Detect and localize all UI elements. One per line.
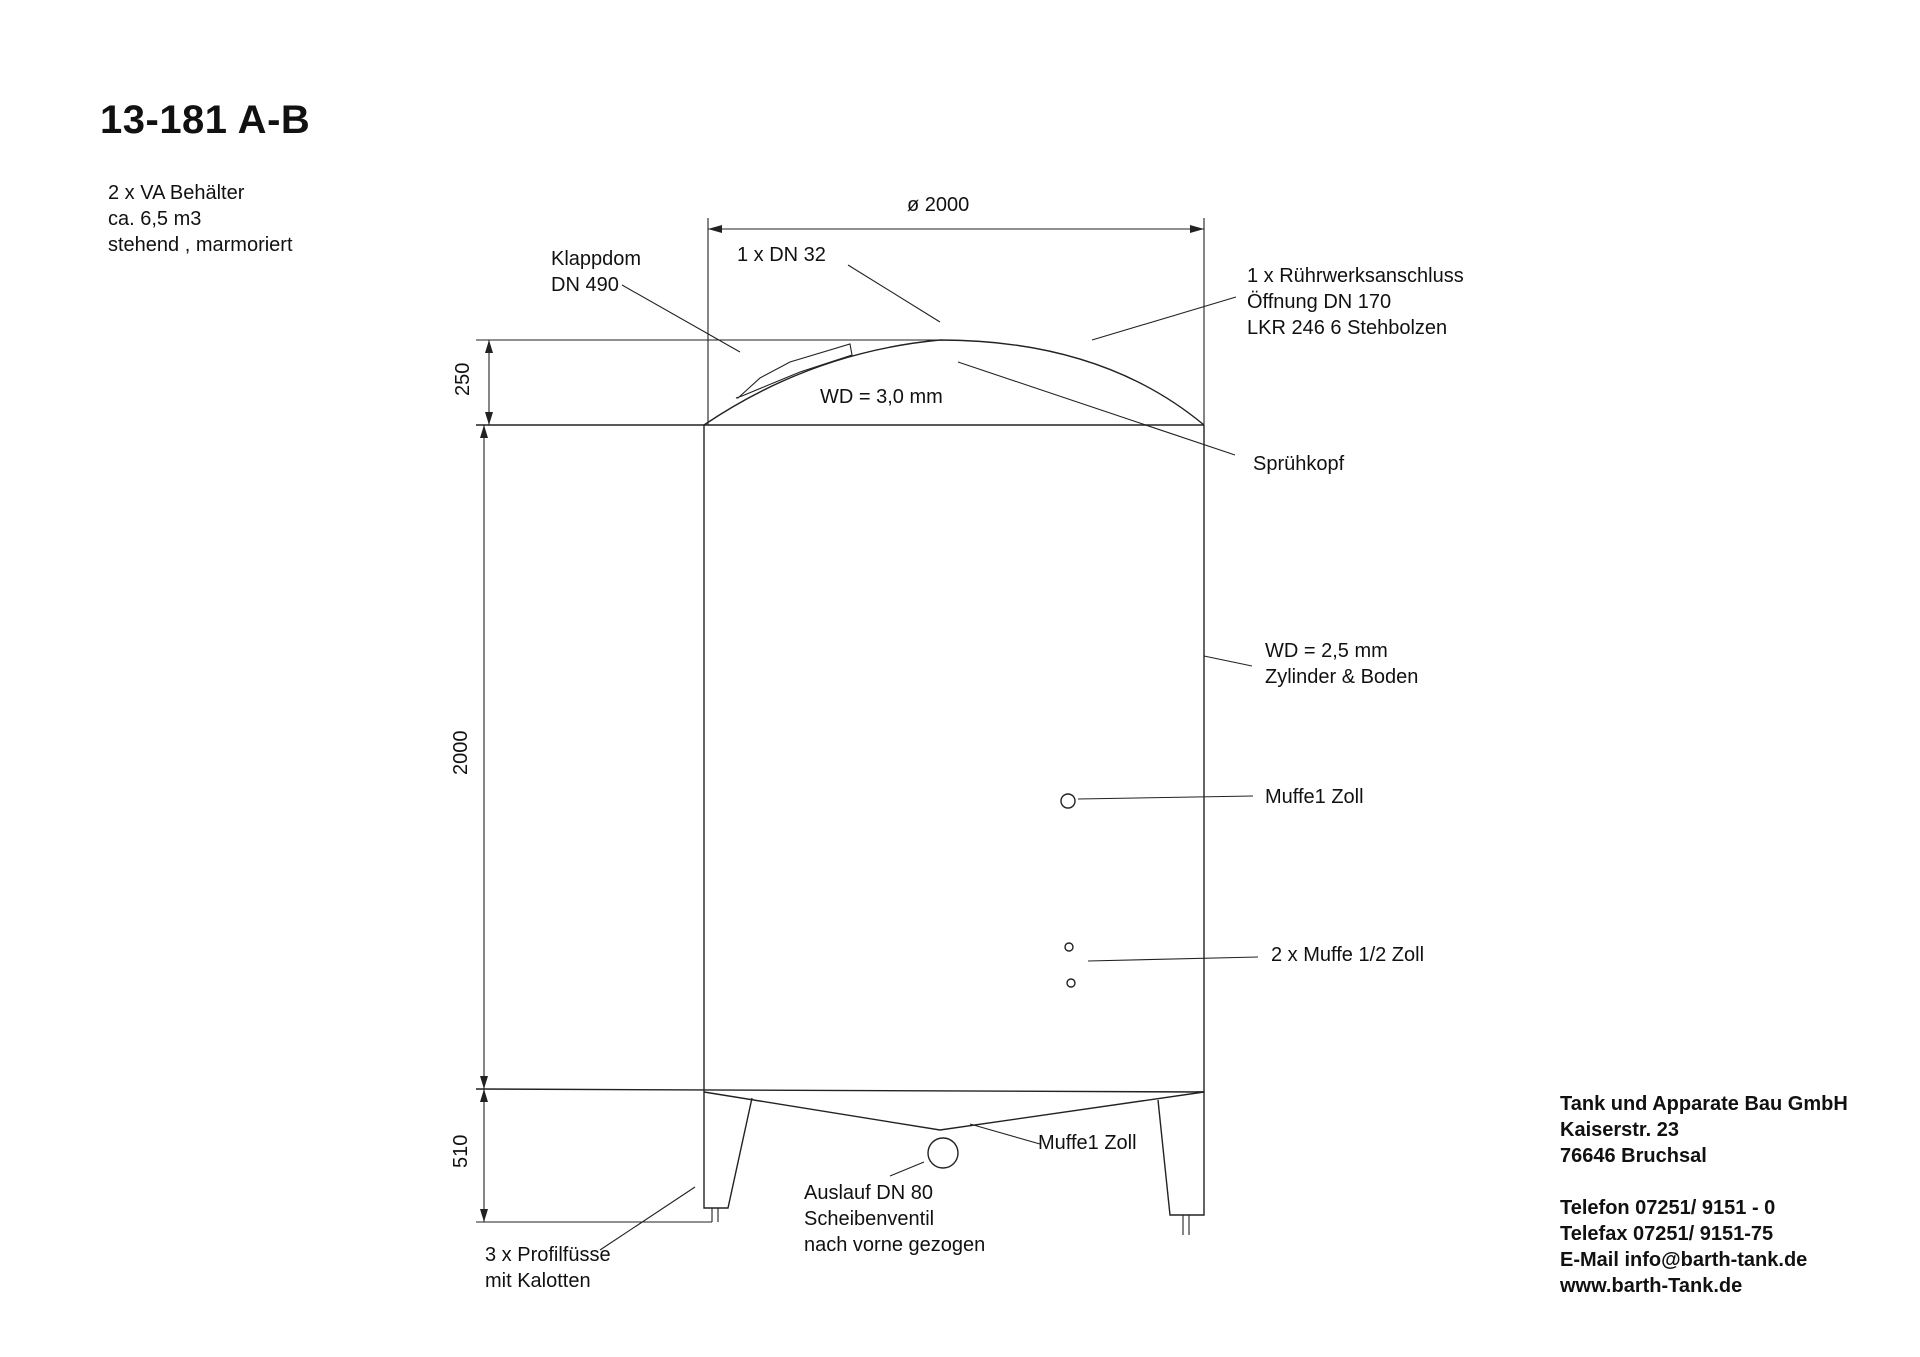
company-street: Kaiserstr. 23 [1560,1119,1679,1141]
leg-right [1158,1092,1204,1215]
dome-height-arrow-top [485,340,493,353]
cylinder-bottom-line [476,1089,1204,1092]
auslauf-line: nach vorne gezogen [804,1234,986,1256]
klappdom-line: Klappdom [551,248,642,270]
wd-cylinder-line: WD = 2,5 mm [1265,640,1388,662]
klappdom-line: DN 490 [551,274,619,296]
auslauf-line: Auslauf DN 80 [804,1182,933,1204]
ruehrwerk-line: 1 x Rührwerksanschluss [1247,265,1464,287]
auslauf-outlet [928,1138,958,1168]
company-name: Tank und Apparate Bau GmbH [1560,1093,1848,1115]
dn32-label: 1 x DN 32 [737,244,826,266]
auslauf-leader [890,1162,924,1176]
leg-left [704,1092,752,1208]
auslauf-label [804,1180,985,1258]
muffe-half-socket-1 [1065,943,1073,951]
wd-cylinder-label [1265,638,1418,690]
ruehrwerk-line: Öffnung DN 170 [1247,291,1392,313]
description-line: ca. 6,5 m3 [108,208,202,230]
company-phone: Telefon 07251/ 9151 - 0 [1560,1197,1776,1219]
muffe-half-socket-2 [1067,979,1075,987]
diameter-arrow-left [708,225,722,233]
company-email[interactable]: E-Mail info@barth-tank.de [1560,1249,1808,1271]
company-city: 76646 Bruchsal [1560,1145,1707,1167]
muffe-half-leader [1088,957,1258,961]
ruehrwerk-leader [1092,297,1236,340]
muffe-bottom-label: Muffe1 Zoll [1038,1132,1137,1154]
spruehkopf-leader [958,362,1235,455]
leg-height-arrow-top [480,1089,488,1102]
dome-outline [704,340,1204,425]
cylinder-height-arrow-bottom [480,1076,488,1089]
feet-label [485,1242,611,1294]
ruehrwerk-label [1247,263,1464,341]
company-fax: Telefax 07251/ 9151-75 [1560,1223,1774,1245]
leg-height-label: 510 [450,1134,472,1168]
dome-height-arrow-bottom [485,412,493,425]
dn32-leader [848,265,940,322]
cylinder-height-arrow-top [480,425,488,438]
muffe-bottom-leader [970,1124,1040,1144]
feet-line: 3 x Profilfüsse [485,1244,611,1266]
diameter-label: ø 2000 [907,194,970,216]
muffe-half-label: 2 x Muffe 1/2 Zoll [1271,944,1425,966]
drawing-number: 13-181 A-B [100,98,311,142]
spruehkopf-label: Sprühkopf [1253,453,1345,475]
description-line: stehend , marmoriert [108,234,293,256]
feet-leader [600,1187,695,1250]
auslauf-line: Scheibenventil [804,1208,935,1230]
cylinder-height-label: 2000 [450,730,472,775]
wd-cylinder-line: Zylinder & Boden [1265,666,1419,688]
wd-cylinder-leader [1204,656,1252,666]
ruehrwerk-line: LKR 246 6 Stehbolzen [1247,317,1448,339]
leg-height-arrow-bottom [480,1209,488,1222]
description-line: 2 x VA Behälter [108,182,245,204]
cone-bottom [704,1092,1204,1130]
company-website[interactable]: www.barth-Tank.de [1560,1275,1743,1297]
dome-height-label: 250 [452,362,474,396]
diameter-arrow-right [1190,225,1204,233]
description [108,180,293,258]
klappdom-label [551,246,641,298]
muffe-1-leader [1078,796,1253,799]
feet-line: mit Kalotten [485,1270,591,1292]
company-block [1560,1091,1848,1299]
wd-dome-label: WD = 3,0 mm [820,386,943,408]
muffe-1-socket [1061,794,1075,808]
muffe-1-label: Muffe1 Zoll [1265,786,1364,808]
